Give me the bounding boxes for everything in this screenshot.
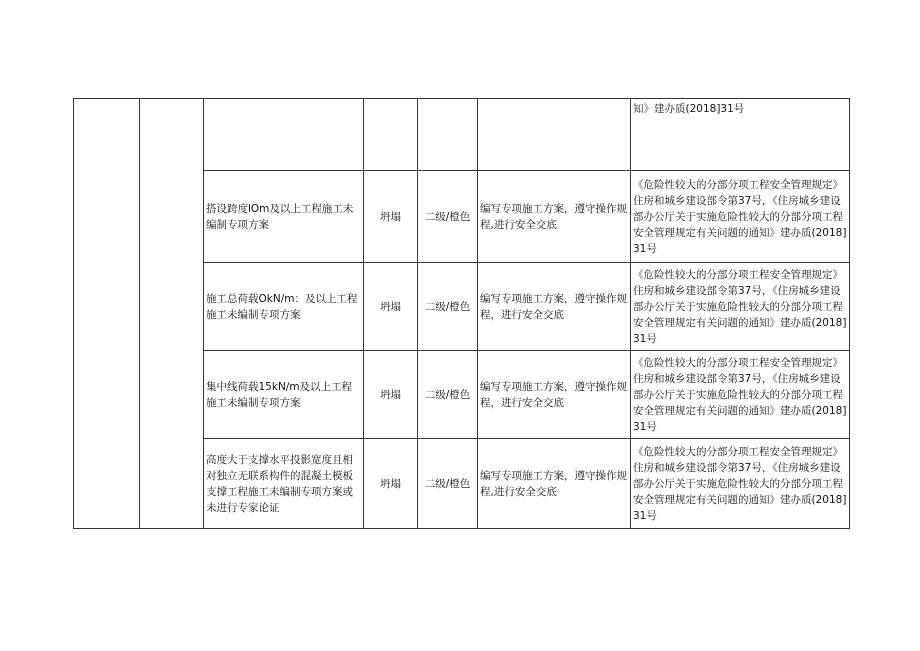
measure-cell: 编写专项施工方案，遵守操作规程,进行安全交底 — [478, 439, 631, 529]
level-cell: 二级/橙色 — [418, 171, 478, 263]
hazard-table — [73, 98, 850, 529]
measure-cell: 编写专项施工方案，遵守操作规程，进行安全交底 — [478, 351, 631, 439]
basis-cell: 知》建办质(2018]31号 — [631, 99, 850, 171]
measure-cell: 编写专项施工方案，遵守操作规程,进行安全交底 — [478, 171, 631, 263]
accident-cell — [364, 99, 418, 171]
item-cell: 高度大于支撑水平投影宽度且相对独立无联系构件的混凝土模板支撑工程施工未编制专项方案或未进行专家论证 — [204, 439, 364, 529]
accident-cell: 坍塌 — [364, 439, 418, 529]
level-cell: 二级/橙色 — [418, 263, 478, 351]
accident-cell: 坍塌 — [364, 263, 418, 351]
level-cell: 二级/橙色 — [418, 351, 478, 439]
accident-cell: 坍塌 — [364, 171, 418, 263]
subcategory-merged-cell — [140, 99, 204, 529]
basis-cell: 《危险性较大的分部分项工程安全管理规定》住房和城乡建设部令第37号，《住房城乡建设部办公厅关于实施危险性较大的分部分项工程安全管理规定有关问题的通知》建办质(2018]31号 — [631, 439, 850, 529]
item-cell: 施工总荷载OkN/m：及以上工程施工未编制专项方案 — [204, 263, 364, 351]
measure-cell: 编写专项施工方案，遵守操作规程，进行安全交底 — [478, 263, 631, 351]
category-merged-cell — [74, 99, 140, 529]
level-cell: 二级/橙色 — [418, 439, 478, 529]
basis-cell: 《危险性较大的分部分项工程安全管理规定》住房和城乡建设部令第37号，《住房城乡建设部办公厅关于实施危险性较大的分部分项工程安全管理规定有关问题的通知》建办质(2018]31号 — [631, 171, 850, 263]
table-row-continuation — [74, 99, 850, 171]
level-cell — [418, 99, 478, 171]
measure-cell — [478, 99, 631, 171]
item-cell — [204, 99, 364, 171]
basis-cell: 《危险性较大的分部分项工程安全管理规定》住房和城乡建设部令第37号，《住房城乡建设部办公厅关于实施危险性较大的分部分项工程安全管理规定有关问题的通知》建办质(2018]31号 — [631, 351, 850, 439]
item-cell: 搭设跨度lOm及以上工程施工未编制专项方案 — [204, 171, 364, 263]
accident-cell: 坍塌 — [364, 351, 418, 439]
basis-cell: 《危险性较大的分部分项工程安全管理规定》住房和城乡建设部令第37号，《住房城乡建设部办公厅关于实施危险性较大的分部分项工程安全管理规定有关问题的通知》建办质(2018]31号 — [631, 263, 850, 351]
item-cell: 集中线荷载15kN∕m及以上工程施工未编制专项方案 — [204, 351, 364, 439]
